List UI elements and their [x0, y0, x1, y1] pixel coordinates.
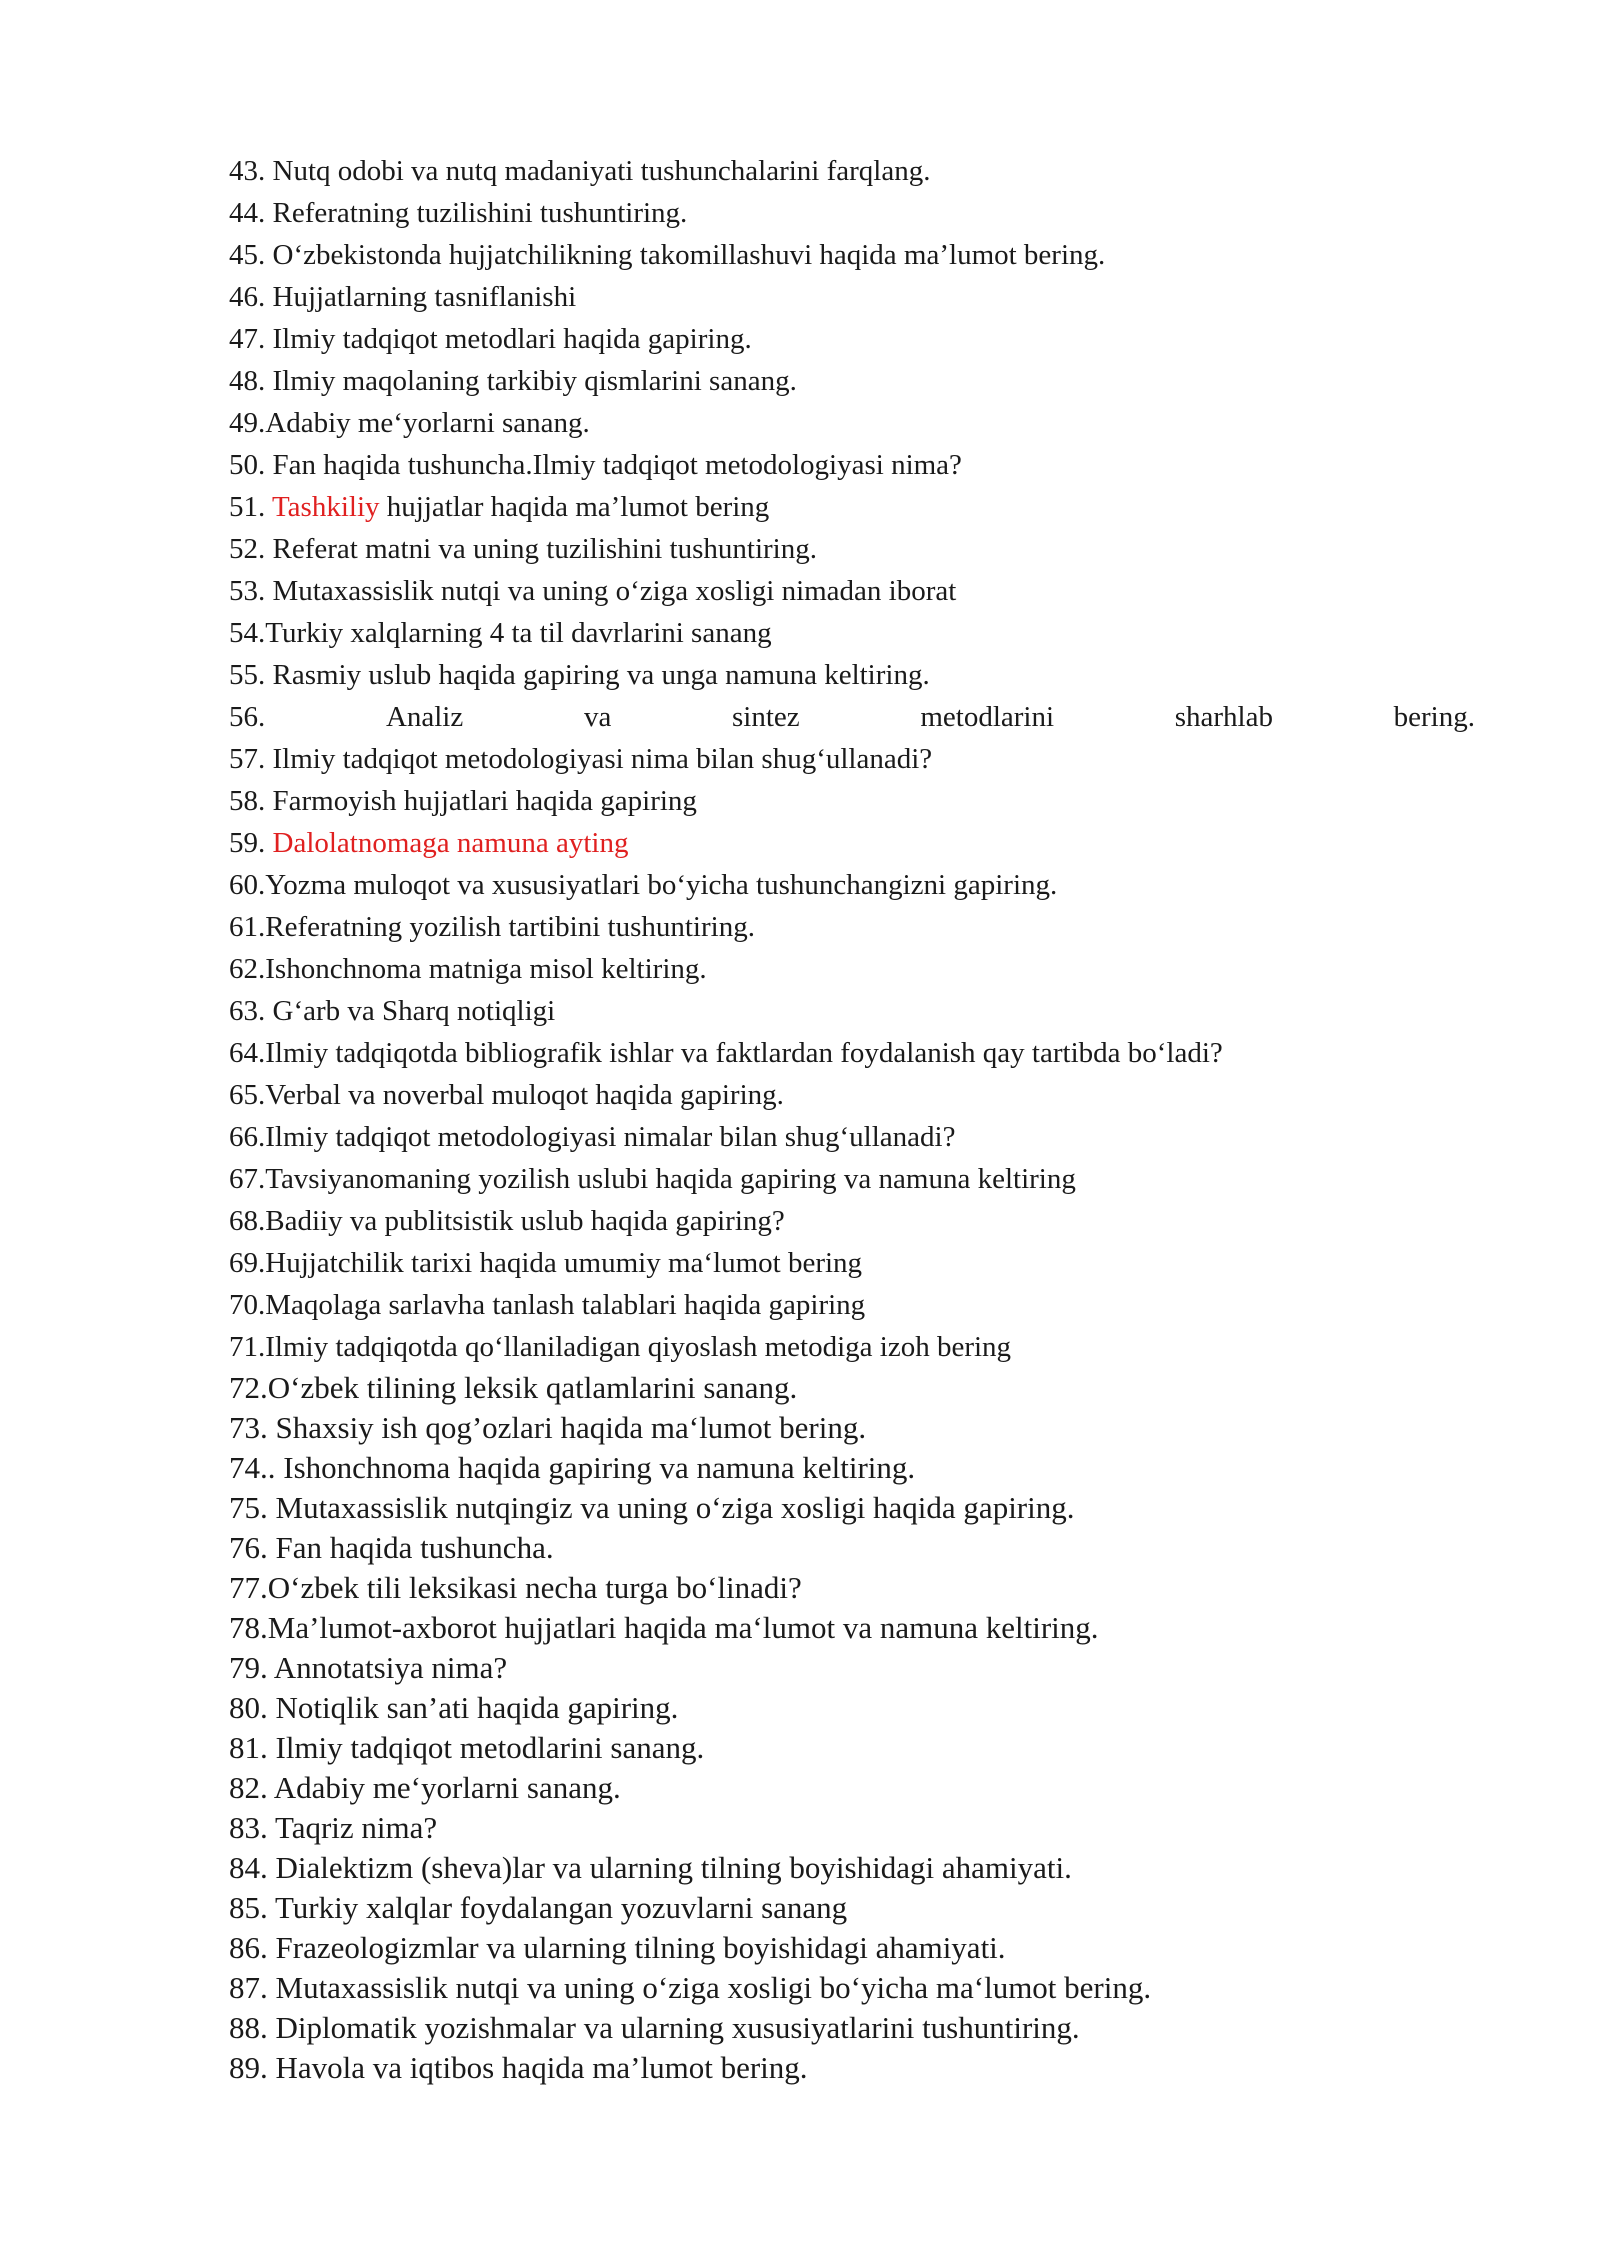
question-item: 79. Annotatsiya nima?	[229, 1650, 508, 1685]
question-item: 82. Adabiy me‘yorlarni sanang.	[229, 1770, 621, 1805]
question-item: 47. Ilmiy tadqiqot metodlari haqida gapiring.	[229, 323, 752, 355]
question-item: 71.Ilmiy tadqiqotda qo‘llaniladigan qiyoslash metodiga izoh bering	[229, 1331, 1012, 1363]
question-word: Analiz	[385, 701, 464, 733]
question-item: 83. Taqriz nima?	[229, 1810, 438, 1845]
question-item: 65.Verbal va noverbal muloqot haqida gapiring.	[229, 1079, 784, 1111]
highlighted-text: Tashkiliy	[271, 491, 380, 523]
question-item: 46. Hujjatlarning tasniflanishi	[229, 281, 577, 313]
question-item: 45. O‘zbekistonda hujjatchilikning takomillashuvi haqida ma’lumot bering.	[229, 239, 1106, 271]
question-item: 70.Maqolaga sarlavha tanlash talablari haqida gapiring	[229, 1289, 866, 1321]
question-word: metodlarini	[920, 701, 1055, 733]
question-item: 80. Notiqlik san’ati haqida gapiring.	[229, 1690, 679, 1725]
question-word: va	[583, 701, 612, 733]
question-number: 59.	[229, 827, 273, 859]
question-item: 55. Rasmiy uslub haqida gapiring va unga namuna keltiring.	[229, 659, 930, 691]
question-item: 54.Turkiy xalqlarning 4 ta til davrlarini sanang	[229, 617, 772, 649]
question-item: 68.Badiiy va publitsistik uslub haqida gapiring?	[229, 1205, 785, 1237]
question-word: sharhlab	[1174, 701, 1273, 733]
question-item: 57. Ilmiy tadqiqot metodologiyasi nima bilan shug‘ullanadi?	[229, 743, 933, 775]
question-item: 58. Farmoyish hujjatlari haqida gapiring	[229, 785, 697, 817]
question-item: 44. Referatning tuzilishini tushuntiring.	[229, 197, 688, 229]
question-item: 62.Ishonchnoma matniga misol keltiring.	[229, 953, 707, 985]
question-item: 87. Mutaxassislik nutqi va uning o‘ziga xosligi bo‘yicha ma‘lumot bering.	[229, 1970, 1152, 2005]
question-item: 64.Ilmiy tadqiqotda bibliografik ishlar va faktlardan foydalanish qay tartibda bo‘ladi?	[229, 1037, 1223, 1069]
question-item: 85. Turkiy xalqlar foydalangan yozuvlarni sanang	[229, 1890, 848, 1925]
question-item: 81. Ilmiy tadqiqot metodlarini sanang.	[229, 1730, 705, 1765]
question-item: 76. Fan haqida tushuncha.	[229, 1530, 554, 1565]
question-item: 52. Referat matni va uning tuzilishini tushuntiring.	[229, 533, 817, 565]
question-item: 74.. Ishonchnoma haqida gapiring va namuna keltiring.	[229, 1450, 916, 1485]
question-item: 67.Tavsiyanomaning yozilish uslubi haqida gapiring va namuna keltiring	[229, 1163, 1076, 1195]
question-item: 66.Ilmiy tadqiqot metodologiyasi nimalar bilan shug‘ullanadi?	[229, 1121, 956, 1153]
question-text: hujjatlar haqida ma’lumot bering	[379, 491, 770, 523]
question-item: 49.Adabiy me‘yorlarni sanang.	[229, 407, 590, 439]
question-item: 75. Mutaxassislik nutqingiz va uning o‘ziga xosligi haqida gapiring.	[229, 1490, 1075, 1525]
question-item: 73. Shaxsiy ish qog’ozlari haqida ma‘lumot bering.	[229, 1410, 867, 1445]
question-list	[229, 150, 1475, 2088]
question-item	[229, 696, 1475, 738]
question-item	[229, 486, 1475, 528]
question-item: 89. Havola va iqtibos haqida ma’lumot bering.	[229, 2050, 808, 2085]
highlighted-text: Dalolatnomaga namuna ayting	[272, 827, 629, 859]
question-item: 88. Diplomatik yozishmalar va ularning xususiyatlarini tushuntiring.	[229, 2010, 1080, 2045]
question-item: 77.O‘zbek tili leksikasi necha turga bo‘linadi?	[229, 1570, 802, 1605]
question-item: 60.Yozma muloqot va xususiyatlari bo‘yicha tushunchangizni gapiring.	[229, 869, 1058, 901]
question-word: sintez	[732, 701, 800, 733]
question-item: 43. Nutq odobi va nutq madaniyati tushunchalarini farqlang.	[229, 155, 931, 187]
question-item: 50. Fan haqida tushuncha.Ilmiy tadqiqot metodologiyasi nima?	[229, 449, 962, 481]
question-item: 72.O‘zbek tilining leksik qatlamlarini sanang.	[229, 1370, 798, 1405]
question-item: 69.Hujjatchilik tarixi haqida umumiy ma‘lumot bering	[229, 1247, 863, 1279]
question-word: bering.	[1393, 701, 1475, 733]
question-item	[229, 822, 1475, 864]
question-item: 61.Referatning yozilish tartibini tushuntiring.	[229, 911, 755, 943]
question-number: 51.	[229, 491, 272, 523]
question-item: 84. Dialektizm (sheva)lar va ularning tilning boyishidagi ahamiyati.	[229, 1850, 1072, 1885]
question-word: 56.	[229, 701, 266, 733]
question-item: 48. Ilmiy maqolaning tarkibiy qismlarini sanang.	[229, 365, 797, 397]
question-item: 86. Frazeologizmlar va ularning tilning boyishidagi ahamiyati.	[229, 1930, 1006, 1965]
question-item: 78.Ma’lumot-axborot hujjatlari haqida ma‘lumot va namuna keltiring.	[229, 1610, 1099, 1645]
question-item: 53. Mutaxassislik nutqi va uning o‘ziga xosligi nimadan iborat	[229, 575, 957, 607]
question-item: 63. G‘arb va Sharq notiqligi	[229, 995, 556, 1027]
